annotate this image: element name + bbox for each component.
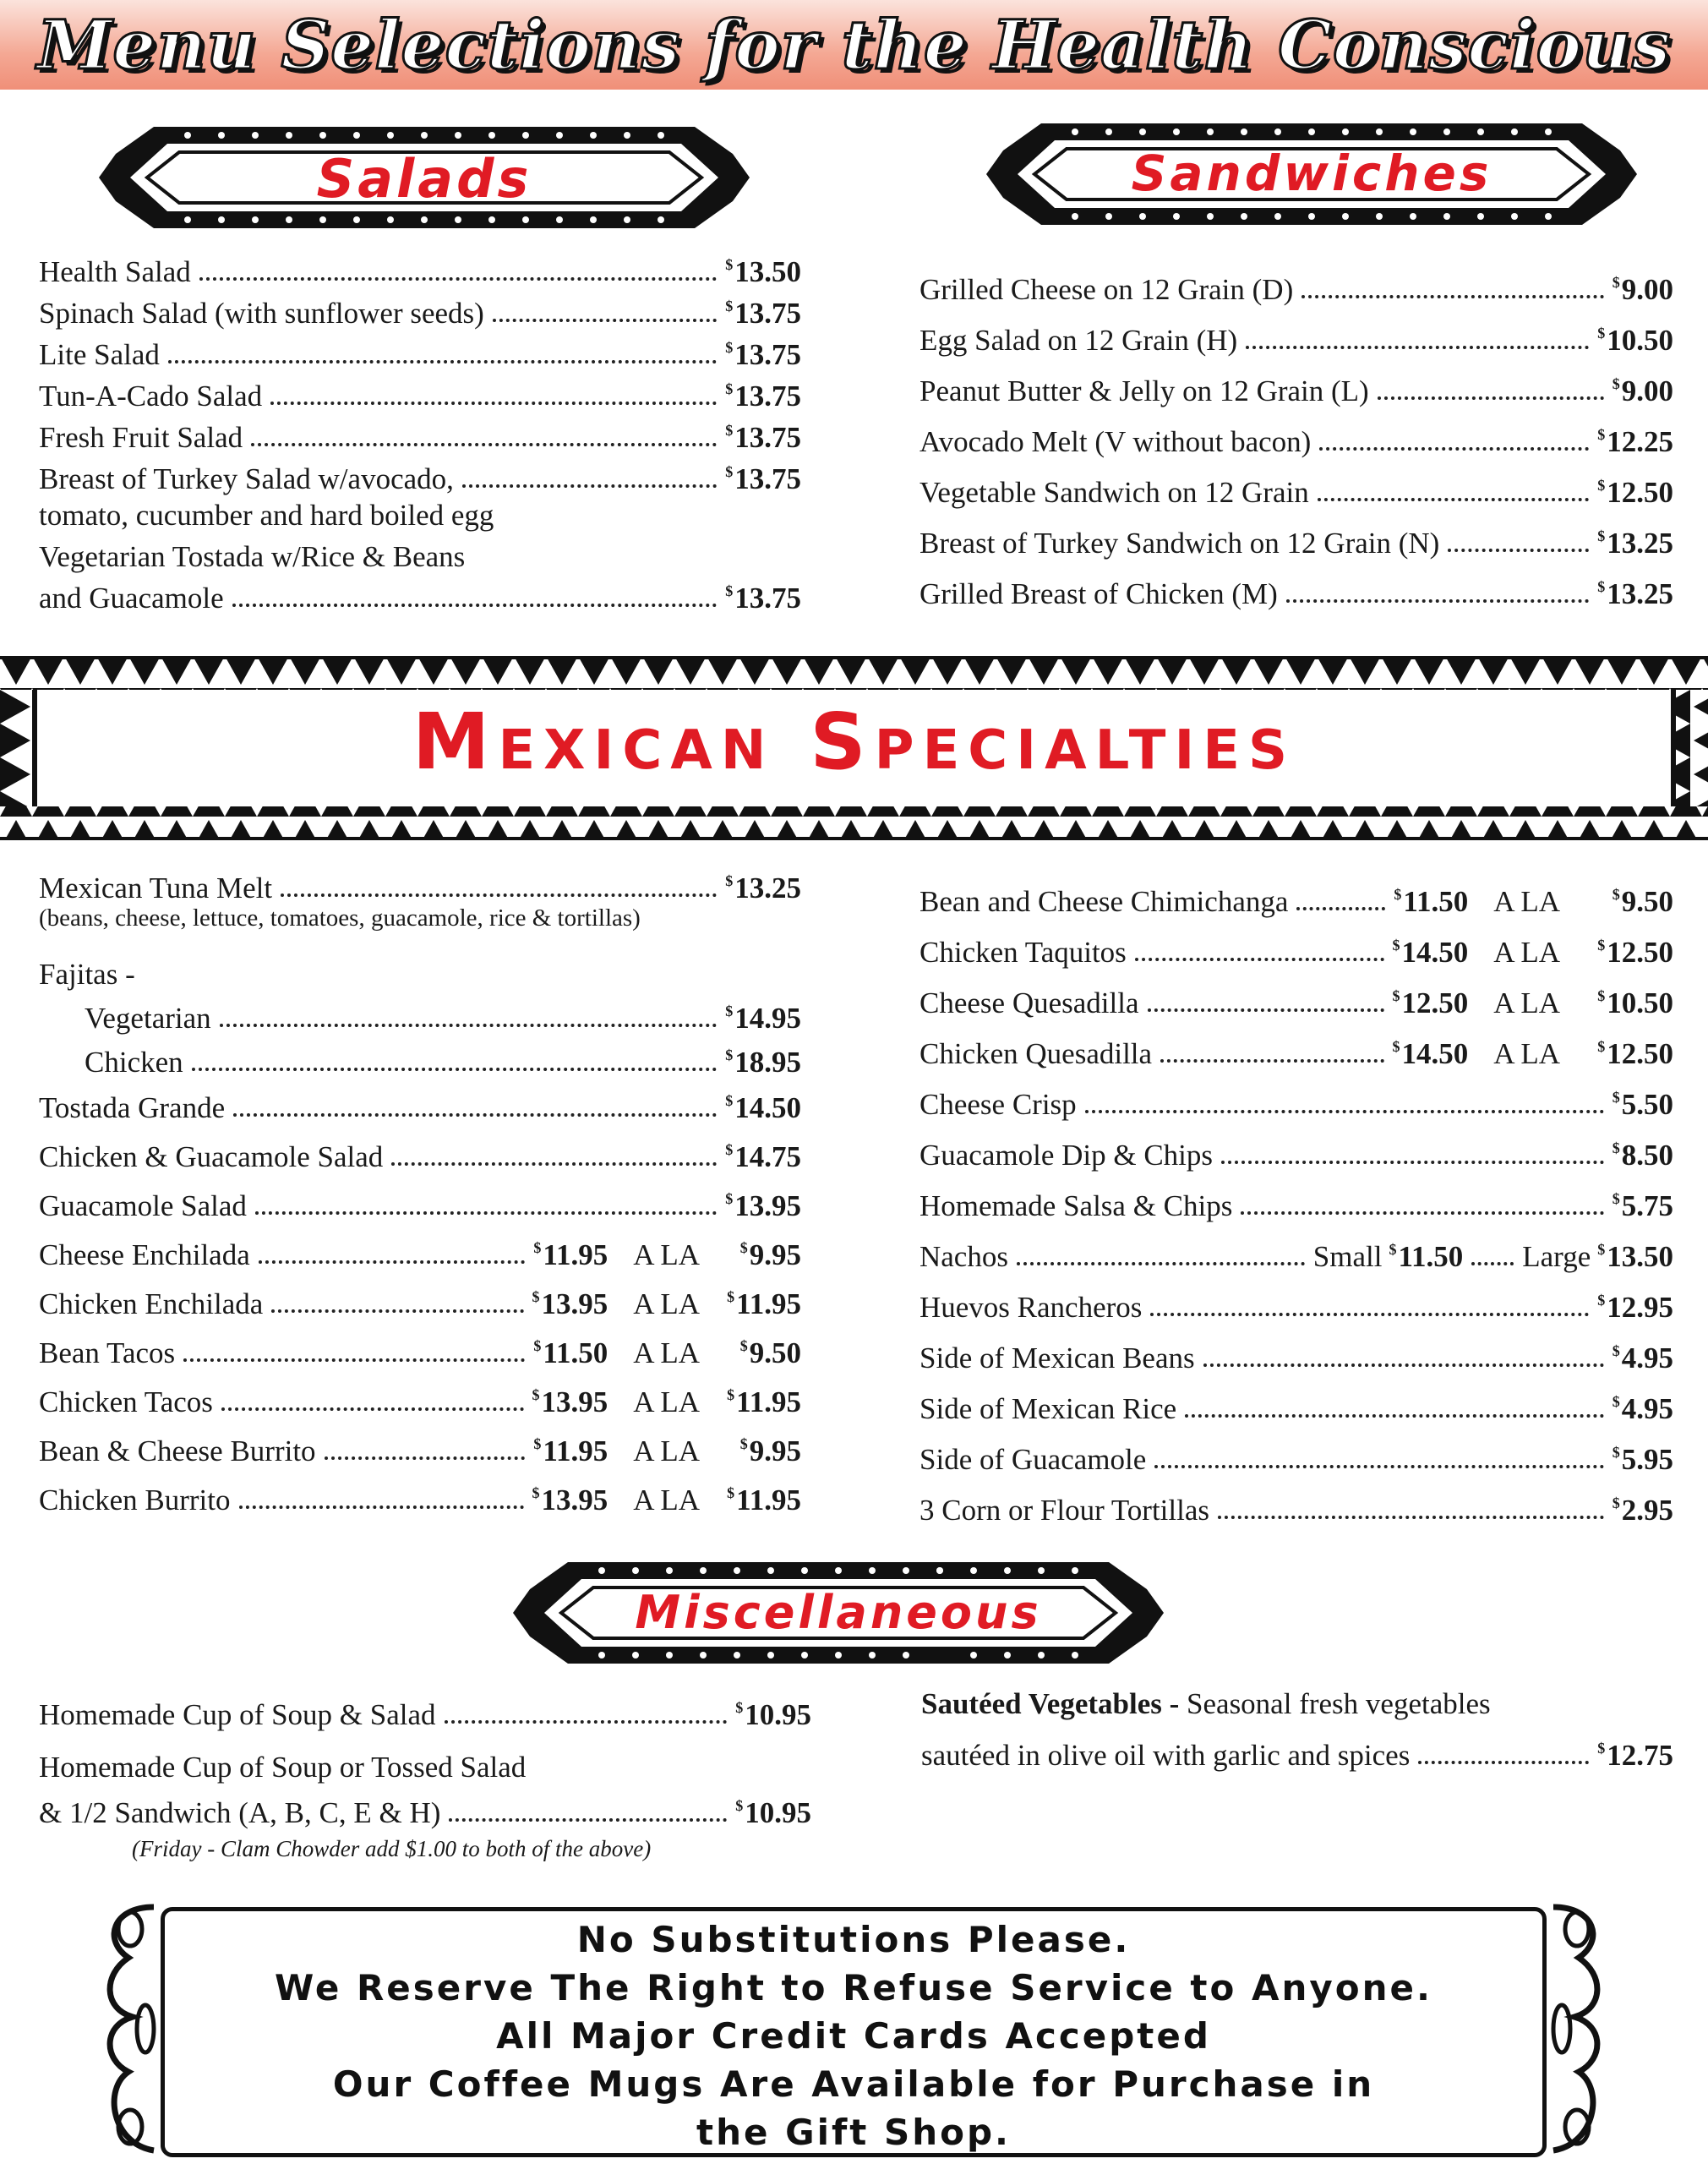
mexican-ala-item: Chicken Tacos $13.95 A LA $11.95 [39, 1385, 801, 1418]
mexican-item: Guacamole Salad $13.95 [39, 1189, 801, 1222]
mexican-ala-item: Chicken Quesadilla $14.50 A LA $12.50 [919, 1037, 1673, 1070]
salad-item: Lite Salad $13.75 [39, 338, 801, 371]
nachos-item: Nachos Small $11.50 Large $13.50 [919, 1240, 1673, 1273]
sauteed-vegetables: Sautéed Vegetables - Seasonal fresh vegetables sautéed in olive oil with garlic and spices $12.75 [921, 1687, 1673, 1772]
notice-text [161, 1915, 1547, 2156]
mexican-item: Chicken & Guacamole Salad $14.75 [39, 1140, 801, 1173]
notice-line: the Gift Shop. [696, 2112, 1011, 2153]
salad-item: Fresh Fruit Salad $13.75 [39, 421, 801, 454]
mexican-ala-item: Cheese Quesadilla $12.50 A LA $10.50 [919, 986, 1673, 1019]
mexican-item: Tostada Grande $14.50 [39, 1091, 801, 1124]
sandwich-item: Avocado Melt (V without bacon) $12.25 [919, 425, 1673, 458]
mexican-item: Huevos Rancheros $12.95 [919, 1291, 1673, 1324]
misc-plaque [509, 1555, 1168, 1670]
mexican-item: Homemade Salsa & Chips $5.75 [919, 1189, 1673, 1222]
mexican-ala-item: Bean & Cheese Burrito $11.95 A LA $9.95 [39, 1434, 801, 1467]
page-header [0, 0, 1708, 90]
sandwiches-list [919, 254, 1673, 609]
misc-note: (Friday - Clam Chowder add $1.00 to both of the above) [132, 1836, 652, 1861]
mexican-ala-item: Bean Tacos $11.50 A LA $9.50 [39, 1336, 801, 1369]
salads-plaque [95, 120, 754, 235]
mexican-item: Side of Mexican Rice $4.95 [919, 1392, 1673, 1425]
mexican-item: Side of Guacamole $5.95 [919, 1443, 1673, 1476]
salad-item: Vegetarian Tostada w/Rice & Beans [39, 540, 466, 573]
sauteed-vegetables-desc: Seasonal fresh vegetables [1187, 1687, 1491, 1720]
sandwich-item: Grilled Cheese on 12 Grain (D) $9.00 [919, 273, 1673, 306]
misc-left-list [39, 1679, 811, 1828]
mexican-ala-item: Bean and Cheese Chimichanga $11.50 A LA $9.50 [919, 885, 1673, 918]
sandwich-item: Egg Salad on 12 Grain (H) $10.50 [919, 324, 1673, 357]
mexican-right-list [919, 866, 1673, 1525]
mexican-item: Side of Mexican Beans $4.95 [919, 1342, 1673, 1374]
mexican-item-sub: (beans, cheese, lettuce, tomatoes, guacamole, rice & tortillas) [39, 904, 641, 932]
scroll-ornament-left [95, 1899, 171, 2161]
notice-line: All Major Credit Cards Accepted [496, 2015, 1211, 2057]
mexican-title: Mexican Specialties [412, 697, 1296, 787]
salad-item: Health Salad $13.50 [39, 255, 801, 288]
misc-title: Miscellaneous [635, 1586, 1042, 1639]
mexican-ala-item: Chicken Taquitos $14.50 A LA $12.50 [919, 936, 1673, 969]
mexican-left-list [39, 864, 801, 1515]
mexican-item: Cheese Crisp $5.50 [919, 1088, 1673, 1121]
notice-line: No Substitutions Please. [576, 1919, 1131, 1960]
misc-item: & 1/2 Sandwich (A, B, C, E & H) $10.95 [39, 1796, 811, 1829]
sandwiches-title: Sandwiches [1131, 145, 1492, 202]
mexican-item: 3 Corn or Flour Tortillas $2.95 [919, 1494, 1673, 1527]
salad-item: and Guacamole $13.75 [39, 582, 801, 615]
salad-item: Breast of Turkey Salad w/avocado, $13.75 [39, 462, 801, 495]
misc-item: Homemade Cup of Soup & Salad $10.95 [39, 1698, 811, 1731]
fajitas-label: Fajitas - [39, 958, 135, 991]
mexican-ala-item: Cheese Enchilada $11.95 A LA $9.95 [39, 1238, 801, 1271]
sandwiches-plaque [982, 117, 1641, 232]
page-title: Menu Selections for the Health Conscious [36, 5, 1672, 85]
salad-item-sub: tomato, cucumber and hard boiled egg [39, 499, 494, 532]
sandwich-item: Grilled Breast of Chicken (M) $13.25 [919, 577, 1673, 610]
mexican-item: Mexican Tuna Melt $13.25 [39, 872, 801, 904]
notice-line: We Reserve The Right to Refuse Service to Anyone. [275, 1967, 1432, 2008]
notice-line: Our Coffee Mugs Are Available for Purchase in [332, 2063, 1375, 2105]
sandwich-item: Peanut Butter & Jelly on 12 Grain (L) $9.00 [919, 374, 1673, 407]
sandwich-item: Vegetable Sandwich on 12 Grain $12.50 [919, 476, 1673, 509]
salad-item: Spinach Salad (with sunflower seeds) $13.75 [39, 297, 801, 330]
salads-list [39, 245, 801, 613]
fajita-item: Chicken $18.95 [85, 1046, 801, 1079]
mexican-ala-item: Chicken Burrito $13.95 A LA $11.95 [39, 1484, 801, 1516]
salads-title: Salads [316, 148, 532, 210]
misc-item: Homemade Cup of Soup or Tossed Salad [39, 1751, 527, 1784]
sandwich-item: Breast of Turkey Sandwich on 12 Grain (N) $13.25 [919, 527, 1673, 560]
sauteed-vegetables-name: Sautéed Vegetables - [921, 1687, 1180, 1720]
fajita-item: Vegetarian $14.95 [85, 1002, 801, 1035]
mexican-ala-item: Chicken Enchilada $13.95 A LA $11.95 [39, 1287, 801, 1320]
salad-item: Tun-A-Cado Salad $13.75 [39, 380, 801, 413]
mexican-item: Guacamole Dip & Chips $8.50 [919, 1139, 1673, 1172]
scroll-ornament-right [1536, 1899, 1613, 2161]
